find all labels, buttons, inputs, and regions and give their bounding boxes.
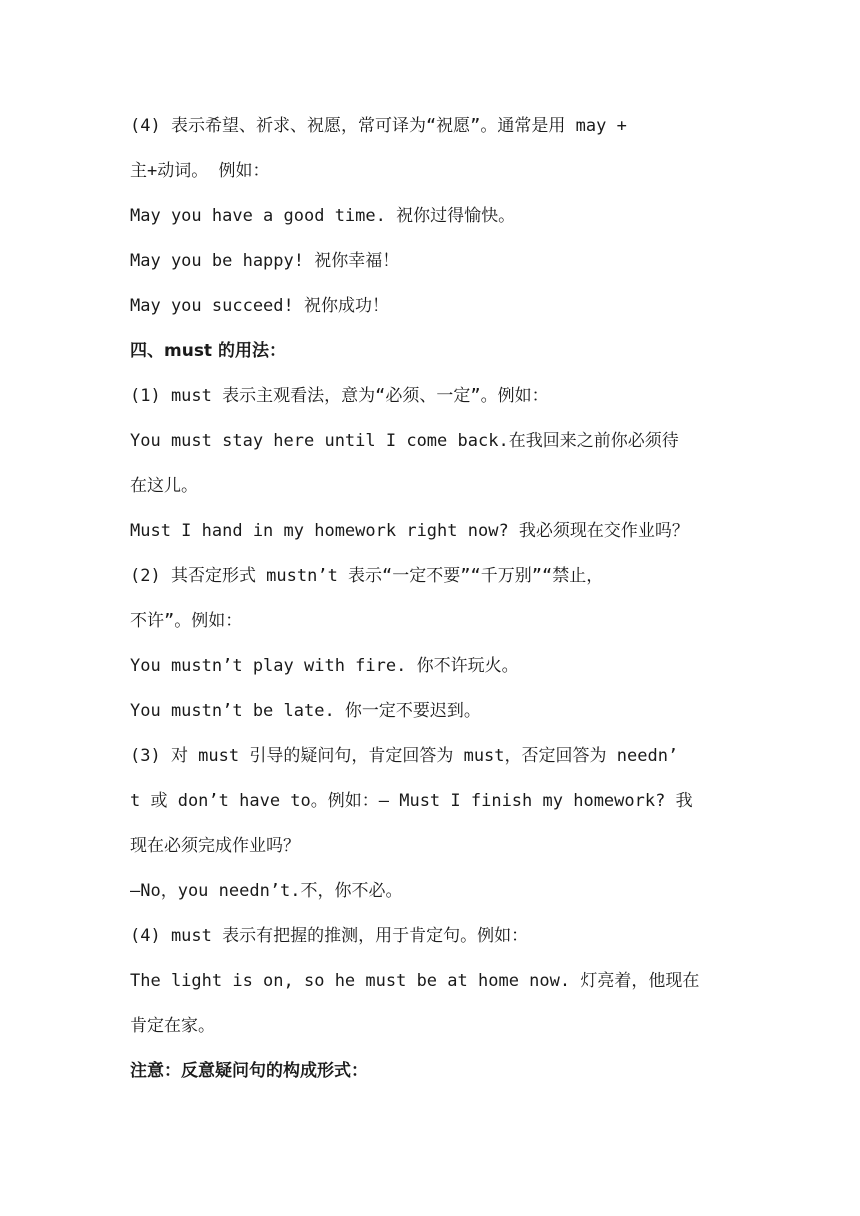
section-heading-must: 四、must 的用法：	[130, 341, 286, 361]
paragraph-must-2: (2) 其否定形式 mustn’t 表示“一定不要”“千万别”“禁止，	[130, 566, 604, 586]
document-body	[130, 104, 730, 1094]
paragraph-must-2-cont: 不许”。例如：	[130, 611, 243, 631]
paragraph-may-wish-intro: (4) 表示希望、祈求、祝愿，常可译为“祝愿”。通常是用 may +	[130, 116, 627, 136]
paragraph-may-wish-intro-cont: 主+动词。 例如：	[130, 161, 270, 181]
example-must-stay-cont: 在这儿。	[130, 476, 198, 496]
example-light-on-cont: 肯定在家。	[130, 1016, 215, 1036]
example-light-on: The light is on, so he must be at home now. 灯亮着，他现在	[130, 971, 700, 991]
example-must-hand-in: Must I hand in my homework right now? 我必须现在交作业吗？	[130, 521, 689, 541]
paragraph-must-4: (4) must 表示有把握的推测，用于肯定句。例如：	[130, 926, 529, 946]
example-must-stay: You must stay here until I come back.在我回来之前你必须待	[130, 431, 679, 451]
example-mustnt-fire: You mustn’t play with fire. 你不许玩火。	[130, 656, 519, 676]
paragraph-must-3-cont2: 现在必须完成作业吗？	[130, 836, 300, 856]
paragraph-must-1: (1) must 表示主观看法，意为“必须、一定”。例如：	[130, 386, 549, 406]
example-mustnt-late: You mustn’t be late. 你一定不要迟到。	[130, 701, 481, 721]
paragraph-must-3: (3) 对 must 引导的疑问句，肯定回答为 must，否定回答为 needn’	[130, 746, 679, 766]
example-may-good-time: May you have a good time. 祝你过得愉快。	[130, 206, 516, 226]
example-neednt: —No，you needn’t.不，你不必。	[130, 881, 403, 901]
paragraph-must-3-cont: t 或 don’t have to。例如：— Must I finish my homework? 我	[130, 791, 693, 811]
example-may-happy: May you be happy! 祝你幸福！	[130, 251, 400, 271]
note-heading: 注意：反意疑问句的构成形式：	[130, 1061, 368, 1081]
example-may-succeed: May you succeed! 祝你成功！	[130, 296, 389, 316]
